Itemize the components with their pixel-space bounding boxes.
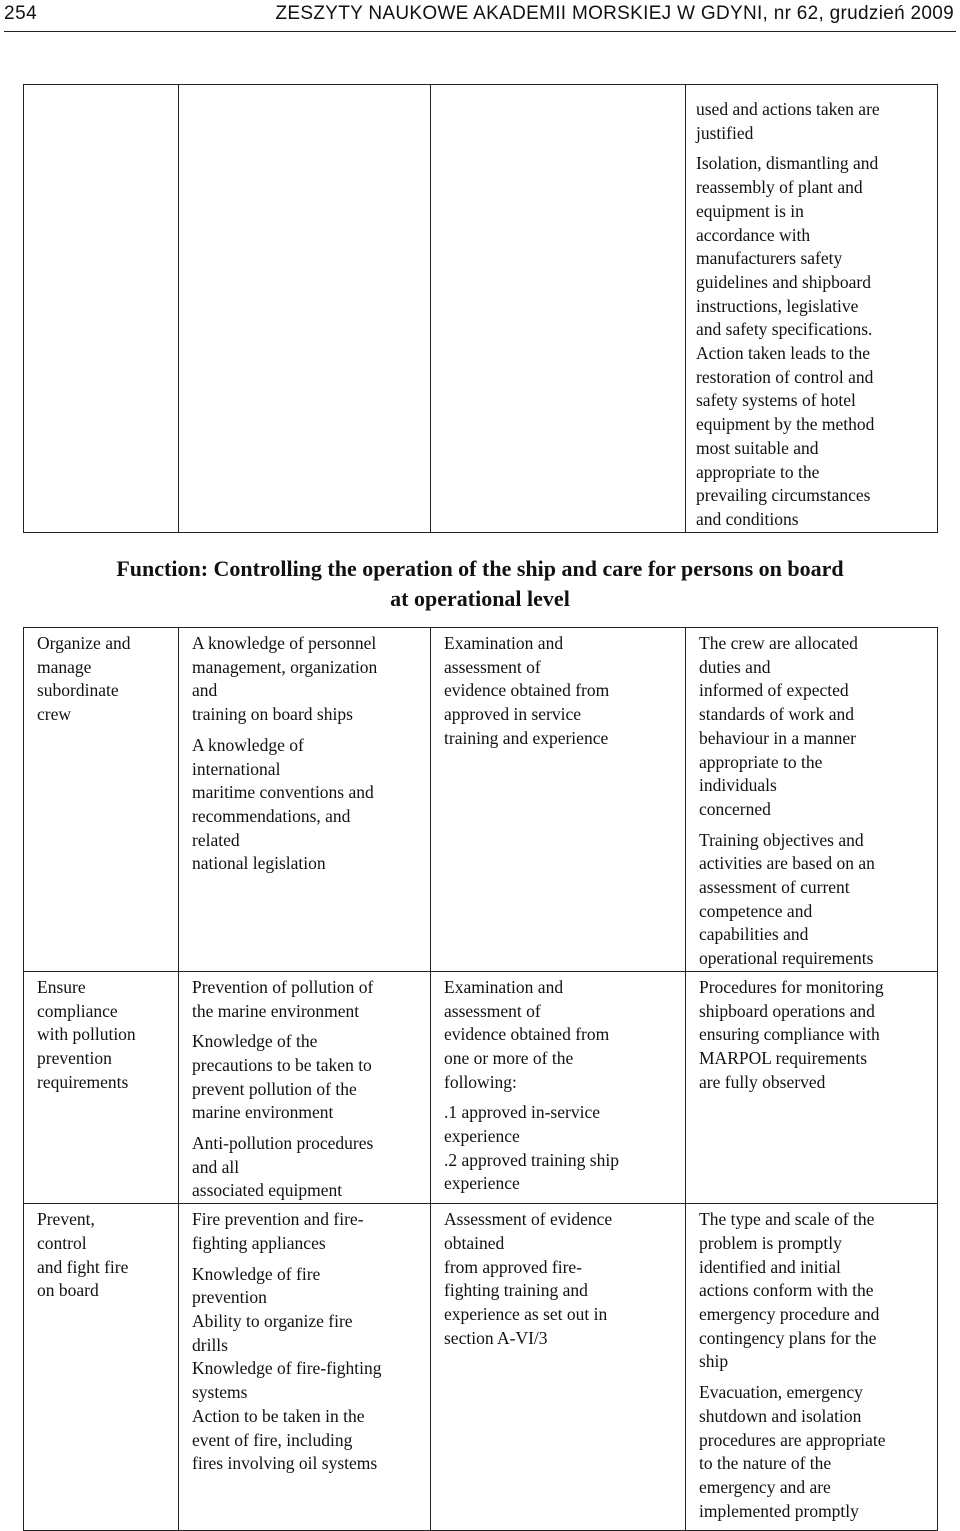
continued-cell-methods — [431, 85, 686, 533]
methods-cell — [431, 1204, 686, 1531]
competence-cell — [24, 628, 179, 972]
table-row — [24, 971, 938, 1203]
knowledge-cell — [179, 628, 431, 972]
criteria-cell — [686, 971, 938, 1203]
methods-text: Examination and assessment of evidence obtained from approved in service training and experience — [444, 633, 610, 748]
criteria-text: Procedures for monitoring shipboard operations and ensuring compliance with MARPOL requirements are fully observed — [699, 976, 884, 1092]
criteria-text: Evacuation, emergency shutdown and isolation procedures are appropriate to the nature of the emergency and are implemented promptly — [699, 1382, 886, 1521]
knowledge-text: Prevention of pollution of the marine environment — [192, 976, 374, 1021]
methods-text: .1 approved in-service experience .2 approved training ship experience — [444, 1102, 619, 1194]
methods-cell — [431, 628, 686, 972]
continued-cell-criteria — [686, 85, 938, 533]
table-row — [24, 628, 938, 972]
criteria-paragraph: Isolation, dismantling and reassembly of plant and equipment is in accordance with manufacturers safety guidelines and shipboard instructions, legislative and safety specifications. Action taken leads to the restoration of control and safety systems of hotel equipment by the method most suitable and appropriate to the prevailing circumstances and conditions — [696, 153, 879, 529]
knowledge-cell — [179, 1204, 431, 1531]
criteria-cell — [686, 1204, 938, 1531]
header-rule — [4, 31, 956, 32]
methods-text: Assessment of evidence obtained from approved fire- fighting training and experience as set out in section A-VI/3 — [444, 1209, 613, 1348]
continued-table — [23, 84, 938, 533]
function-heading-line: Function: Controlling the operation of the ship and care for persons on board — [116, 556, 844, 581]
knowledge-text: Anti-pollution procedures and all associated equipment — [192, 1133, 374, 1201]
competence-cell — [24, 1204, 179, 1531]
page-header — [4, 0, 956, 31]
table-row — [24, 1204, 938, 1531]
criteria-paragraph: used and actions taken are justified — [696, 99, 880, 143]
knowledge-cell — [179, 971, 431, 1203]
function-heading — [0, 554, 960, 614]
methods-cell — [431, 971, 686, 1203]
knowledge-text: Knowledge of fire prevention Ability to organize fire drills Knowledge of fire-fighting systems Action to be taken in the event of fire, including fires involving oil systems — [192, 1263, 382, 1474]
competence-text: Prevent, control and fight fire on board — [37, 1209, 129, 1301]
continued-cell-knowledge — [179, 85, 431, 533]
knowledge-text: A knowledge of personnel management, organization and training on board ships — [192, 633, 378, 725]
continued-cell-competence — [24, 85, 179, 533]
methods-text: Examination and assessment of evidence obtained from one or more of the following: — [444, 976, 610, 1092]
criteria-text: The type and scale of the problem is promptly identified and initial actions conform with the emergency procedure and contingency plans for the ship — [699, 1209, 880, 1372]
competence-cell — [24, 971, 179, 1203]
knowledge-text: Knowledge of the precautions to be taken to prevent pollution of the marine environment — [192, 1031, 372, 1123]
competence-table — [23, 627, 938, 1531]
competence-text: Ensure compliance with pollution prevention requirements — [37, 976, 136, 1092]
knowledge-text: Fire prevention and fire- fighting appliances — [192, 1209, 364, 1253]
competence-text: Organize and manage subordinate crew — [37, 633, 131, 725]
knowledge-text: A knowledge of international maritime conventions and recommendations, and related national legislation — [192, 734, 374, 874]
criteria-text: Training objectives and activities are based on an assessment of current competence and capabilities and operational requirements — [699, 829, 875, 969]
criteria-text: The crew are allocated duties and informed of expected standards of work and behaviour in a manner appropriate to the individuals concerned — [699, 633, 858, 819]
criteria-cell — [686, 628, 938, 972]
page-number: 254 — [4, 3, 38, 24]
journal-title: ZESZYTY NAUKOWE AKADEMII MORSKIEJ W GDYNI, nr 62, grudzień 2009 — [275, 3, 954, 24]
function-heading-line: at operational level — [390, 586, 570, 611]
